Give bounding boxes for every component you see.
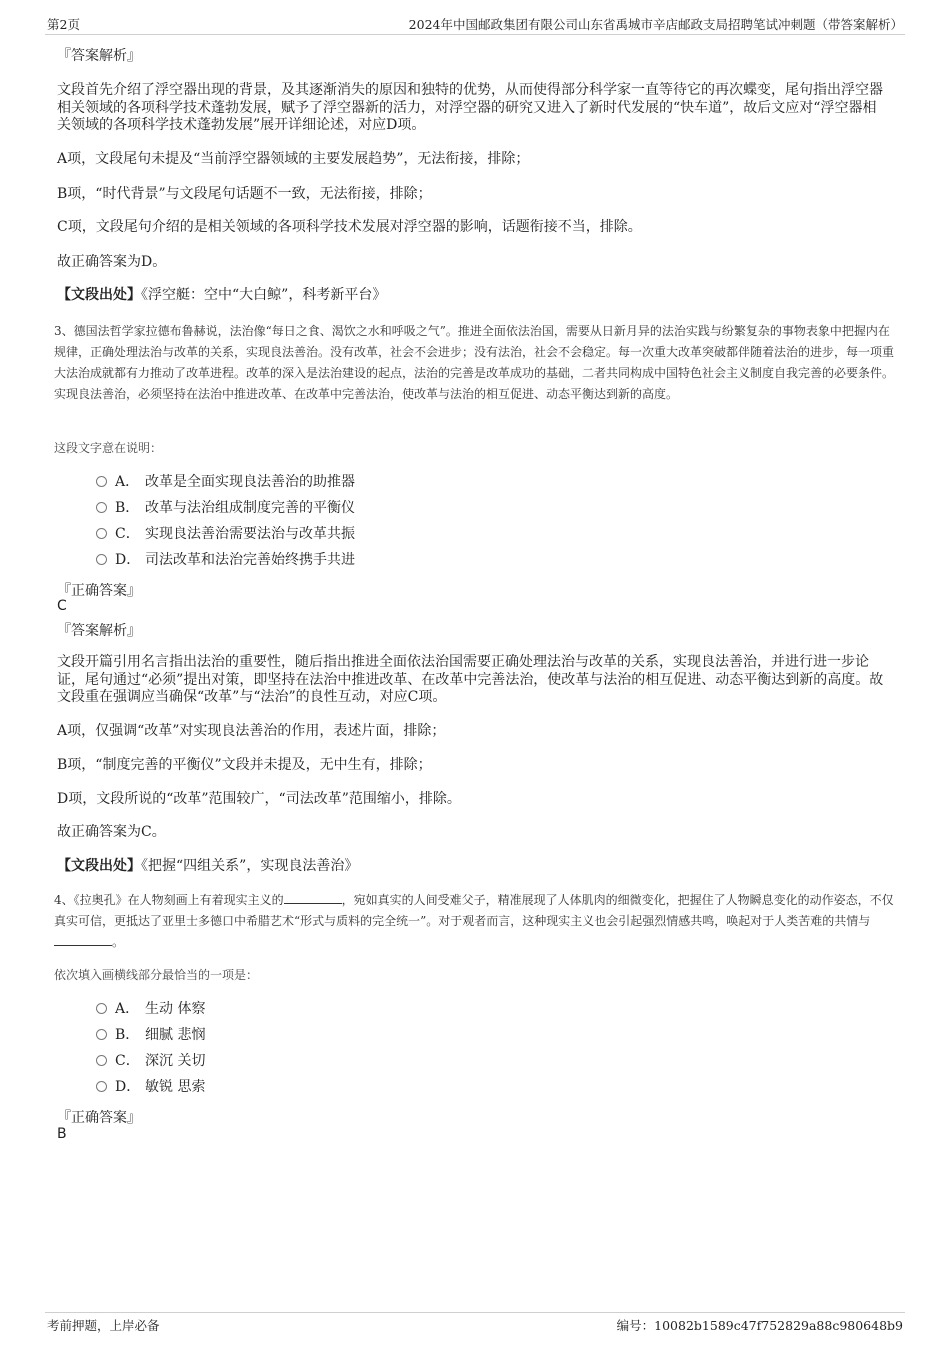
question-4-text: 4、《拉奥孔》在人物刻画上有着现实主义的 ，宛如真实的人间受难父子，精准展现了人体肌肉的细微变化，把握住了人物瞬息变化的动作姿态，不仅真实可信，更抵达了亚里士多德口中希腊艺术“形式与质料的完全统一”。对于观者而言，这种现实主义也会引起强烈情感共鸣，唤起对于人类苦难的共情与。 — [54, 893, 894, 949]
radio-button-icon[interactable] — [96, 1003, 107, 1014]
radio-button-icon[interactable] — [96, 528, 107, 539]
correct-answer-label: 『正确答案』 — [57, 583, 141, 599]
radio-button-icon[interactable] — [96, 554, 107, 565]
analysis-option-b: B项，“制度完善的平衡仪”文段并未提及，无中生有，排除； — [57, 757, 432, 773]
correct-answer: C — [57, 598, 67, 614]
radio-button-icon[interactable] — [96, 502, 107, 513]
answer-blank — [284, 891, 342, 904]
radio-button-icon[interactable] — [96, 1029, 107, 1040]
analysis-option-c: C项，文段尾句介绍的是相关领域的各项科学技术发展对浮空器的影响，话题衔接不当，排除。 — [57, 219, 642, 235]
radio-button-icon[interactable] — [96, 1081, 107, 1092]
option-d[interactable]: D． 敏锐 思索 — [96, 1077, 205, 1097]
source-label: 【文段出处】 — [57, 287, 141, 303]
option-d[interactable]: D． 司法改革和法治完善始终携手共进 — [96, 550, 355, 570]
option-a[interactable]: A． 改革是全面实现良法善治的助推器 — [96, 472, 355, 492]
radio-button-icon[interactable] — [96, 1055, 107, 1066]
footer-slogan: 考前押题，上岸必备 — [47, 1318, 160, 1333]
source-line — [57, 287, 887, 305]
correct-answer: B — [57, 1126, 67, 1142]
conclusion: 故正确答案为C。 — [57, 824, 166, 840]
conclusion: 故正确答案为D。 — [57, 254, 167, 270]
source-title: 《浮空艇：空中“大白鲸”，科考新平台》 — [141, 287, 387, 303]
option-c[interactable]: C． 实现良法善治需要法治与改革共振 — [96, 524, 355, 544]
radio-button-icon[interactable] — [96, 476, 107, 487]
correct-answer-label: 『正确答案』 — [57, 1110, 141, 1126]
answer-blank — [54, 933, 112, 946]
question-3-prompt: 这段文字意在说明： — [54, 441, 163, 455]
analysis-label: 『答案解析』 — [57, 623, 141, 639]
option-b[interactable]: B． 细腻 悲悯 — [96, 1025, 205, 1045]
option-b[interactable]: B． 改革与法治组成制度完善的平衡仪 — [96, 498, 355, 518]
document-title: 2024年中国邮政集团有限公司山东省禹城市辛店邮政支局招聘笔试冲刺题（带答案解析） — [408, 17, 903, 32]
source-title: 《把握“四组关系”，实现良法善治》 — [141, 858, 359, 874]
question-4-prompt: 依次填入画横线部分最恰当的一项是： — [54, 968, 259, 982]
analysis-option-a: A项，文段尾句未提及“当前浮空器领域的主要发展趋势”，无法衔接，排除； — [57, 151, 530, 167]
analysis-text: 文段开篇引用名言指出法治的重要性，随后指出推进全面依法治国需要正确处理法治与改革的关系，实现良法善治，并进行进一步论证，尾句通过“必须”提出对策，即坚持在法治中推进改革、在改革中完善法治，使改革与法治的相互促进、动态平衡达到新的高度。故文段重在强调应当确保“改革”与“法治”的良性互动，对应C项。 — [57, 654, 884, 705]
page-number: 第2页 — [47, 17, 80, 32]
analysis-option-a: A项，仅强调“改革”对实现良法善治的作用，表述片面，排除； — [57, 723, 446, 739]
analysis-text: 文段首先介绍了浮空器出现的背景，及其逐渐消失的原因和独特的优势，从而使得部分科学家一直等待它的再次蝶变，尾句指出浮空器相关领域的各项科学技术蓬勃发展，赋予了浮空器新的活力，对浮空器的研究又进入了新时代发展的“快车道”，故后文应对“浮空器相关领域的各项科学技术蓬勃发展”展开详细论述，对应D项。 — [57, 82, 883, 133]
page-footer — [45, 1312, 905, 1333]
source-line — [57, 858, 887, 876]
option-a[interactable]: A． 生动 体察 — [96, 999, 205, 1019]
analysis-option-b: B项，“时代背景”与文段尾句话题不一致，无法衔接，排除； — [57, 186, 432, 202]
question-3-text: 3、德国法哲学家拉德布鲁赫说，法治像“每日之食、渴饮之水和呼吸之气”。推进全面依法治国，需要从日新月异的法治实践与纷繁复杂的事物表象中把握内在规律，正确处理法治与改革的关系，实现良法善治。没有改革，社会不会进步；没有法治，社会不会稳定。每一次重大改革突破都伴随着法治的进步，每一项重大法治成就都有力推动了改革进程。改革的深入是法治建设的起点，法治的完善是改革成功的基础，二者共同构成中国特色社会主义制度自我完善的必要条件。实现良法善治，必须坚持在法治中推进改革、在改革中完善法治，使改革与法治的相互促进、动态平衡达到新的高度。 — [54, 324, 895, 401]
option-c[interactable]: C． 深沉 关切 — [96, 1051, 205, 1071]
page-header — [45, 14, 905, 35]
source-label: 【文段出处】 — [57, 858, 141, 874]
document-code: 编号：10082b1589c47f752829a88c980648b9 — [616, 1318, 903, 1333]
analysis-label: 『答案解析』 — [57, 48, 141, 64]
analysis-option-d: D项，文段所说的“改革”范围较广，“司法改革”范围缩小，排除。 — [57, 791, 461, 807]
